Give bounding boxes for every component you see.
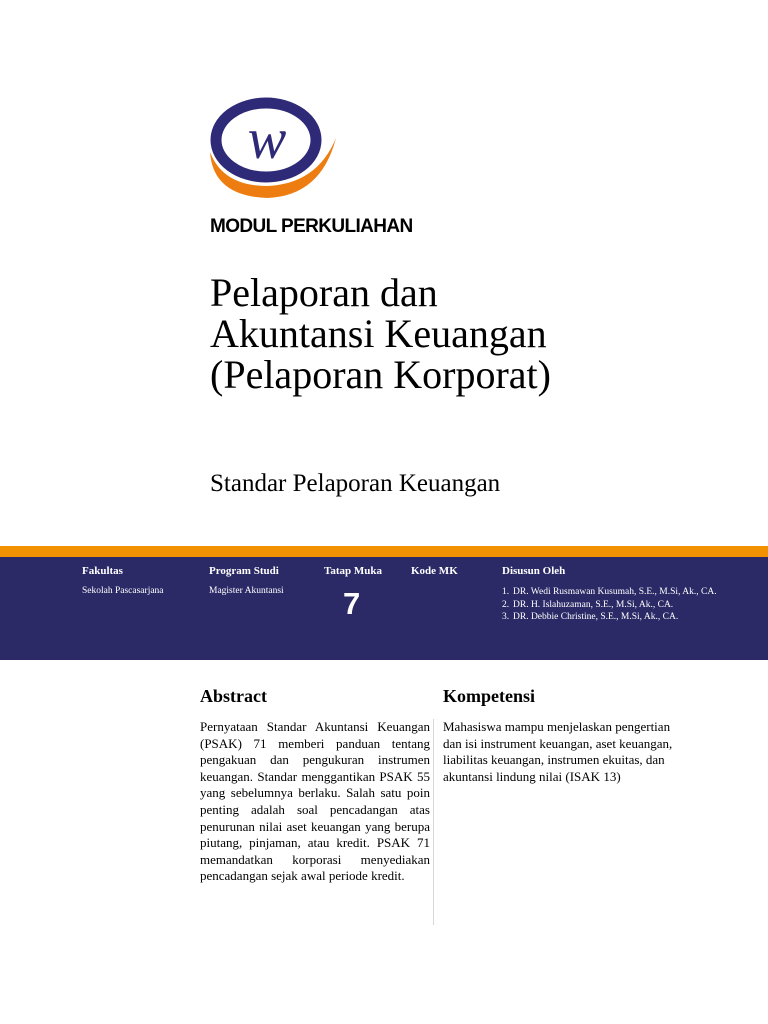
author-name: DR. Debbie Christine, S.E., M.Si, Ak., CA. [513,612,679,622]
faculty-value: Sekolah Pascasarjana [82,586,164,596]
column-divider [433,719,434,925]
page-subtitle: Standar Pelaporan Keuangan [210,470,501,497]
author-number: 1. [502,587,510,597]
page-title [210,272,730,395]
list-item [502,611,724,624]
course-code-label: Kode MK [411,565,458,577]
w-swoosh-logo-icon [205,92,341,210]
module-label: MODUL PERKULIAHAN [210,216,413,237]
orange-accent-bar [0,546,768,557]
competency-heading: Kompetensi [443,686,535,706]
author-name: DR. Wedi Rusmawan Kusumah, S.E., M.Si, Ak., CA. [513,587,717,597]
faculty-label: Fakultas [82,565,123,577]
title-line: Akuntansi Keuangan [210,311,547,356]
program-label: Program Studi [209,565,279,577]
author-number: 3. [502,612,510,622]
abstract-heading: Abstract [200,686,267,706]
course-info-band [0,557,768,660]
list-item [502,586,724,599]
meeting-number: 7 [343,586,361,621]
author-number: 2. [502,599,510,610]
title-line: Pelaporan dan [210,270,438,315]
author-name: DR. H. Islahuzaman, S.E., M.Si, Ak., CA. [513,599,674,610]
authors-list [502,586,724,624]
list-item [502,599,724,612]
competency-text: Mahasiswa mampu menjelaskan pengertian dan isi instrument keuangan, aset keuangan, liabilitas keuangan, instrumen ekuitas, dan akuntansi lindung nilai (ISAK 13) [443,719,673,784]
meeting-label: Tatap Muka [324,565,382,577]
abstract-text: Pernyataan Standar Akuntansi Keuangan (PSAK) 71 memberi panduan tentang pengakuan dan pengukuran instrumen keuangan. Standar menggantikan PSAK 55 yang sebelumnya berlaku. Salah satu poin penting adalah soal pencadangan atas penurunan nilai aset keuangan yang berupa piutang, pinjaman, atau kredit. PSAK 71 memandatkan korporasi menyediakan pencadangan sejak awal periode kredit. [200,719,430,884]
title-line: (Pelaporan Korporat) [210,352,551,397]
svg-text:w: w [247,106,287,171]
authors-label: Disusun Oleh [502,565,566,577]
program-value: Magister Akuntansi [209,586,284,596]
